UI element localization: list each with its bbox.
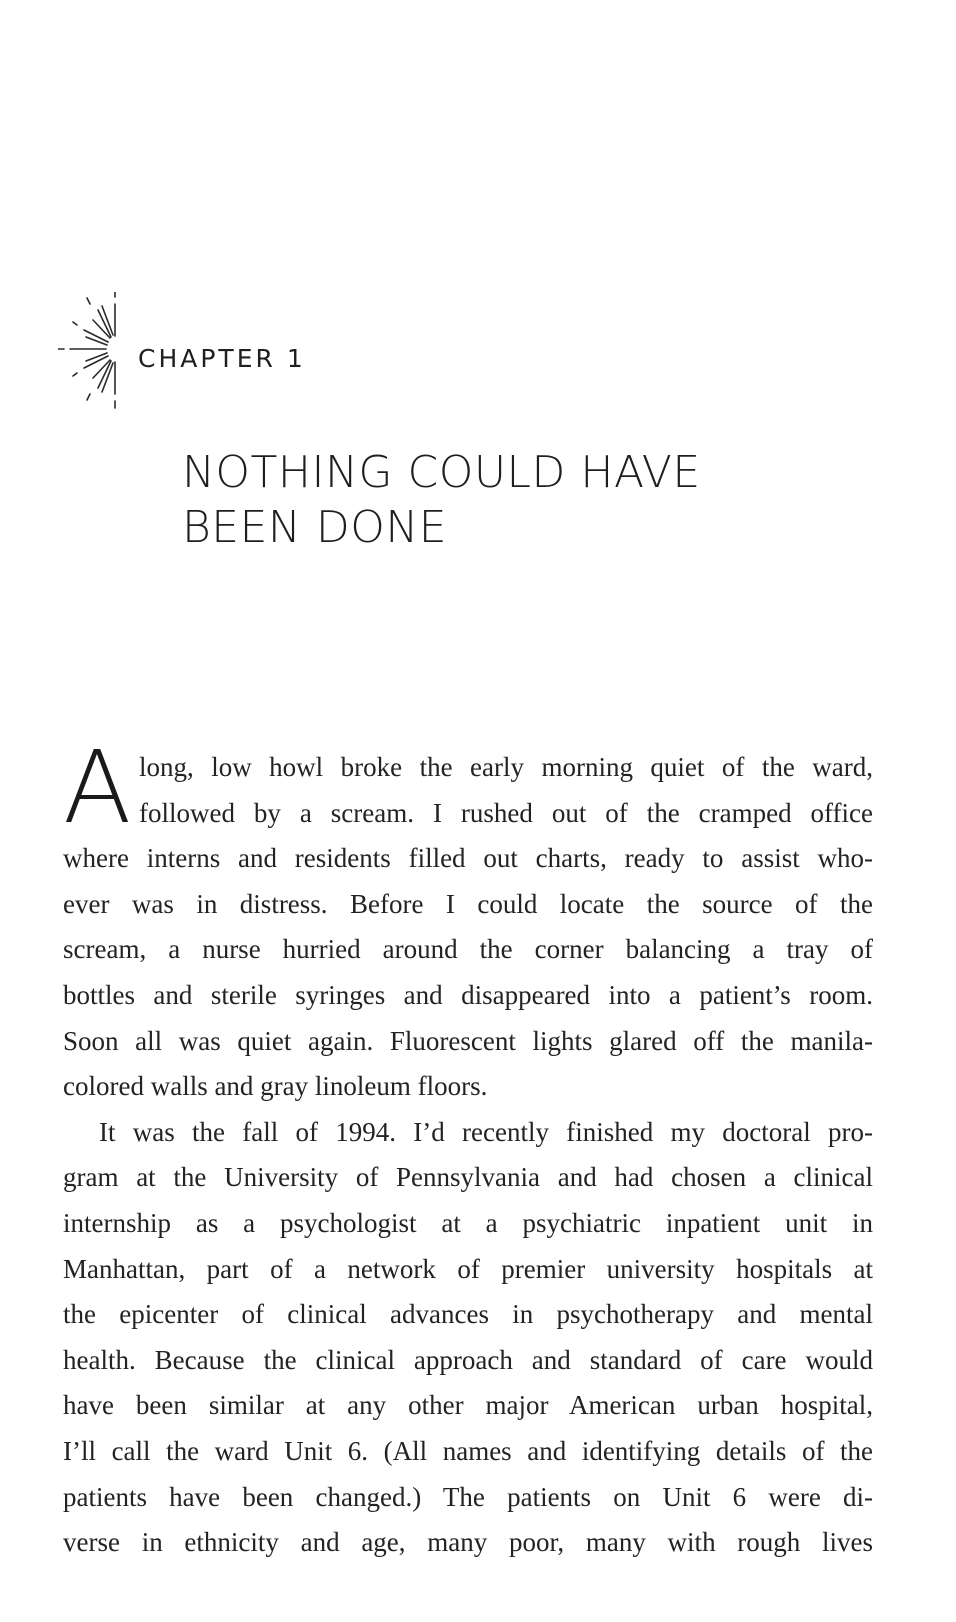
text-line: have been similar at any other major American urban hospital,	[63, 1390, 873, 1421]
text-line: long, low howl broke the early morning quiet of the ward,	[139, 752, 873, 782]
text-line: the epicenter of clinical advances in psychotherapy and mental	[63, 1299, 873, 1330]
paragraph	[63, 1110, 873, 1566]
text-line: ever was in distress. Before I could locate the source of the	[63, 888, 873, 919]
sunburst-ornament-icon	[58, 292, 128, 432]
text-line: Soon all was quiet again. Fluorescent lights glared off the manila-	[63, 1025, 873, 1056]
text-line: It was the fall of 1994. I’d recently finished my doctoral pro-	[99, 1116, 873, 1147]
text-line: scream, a nurse hurried around the corner balancing a tray of	[63, 934, 873, 965]
chapter-title-line: NOTHING COULD HAVE	[182, 447, 701, 498]
chapter-title-line: BEEN DONE	[182, 502, 448, 553]
text-line: verse in ethnicity and age, many poor, many with rough lives	[63, 1527, 873, 1558]
drop-cap-letter: A	[63, 729, 132, 846]
chapter-label: CHAPTER 1	[138, 344, 306, 373]
text-line: colored walls and gray linoleum floors.	[63, 1071, 488, 1102]
paragraph	[63, 745, 873, 1110]
text-line: health. Because the clinical approach and standard of care would	[63, 1344, 873, 1375]
text-line: Manhattan, part of a network of premier university hospitals at	[63, 1253, 873, 1284]
chapter-title	[182, 445, 882, 555]
text-line: bottles and sterile syringes and disappeared into a patient’s room.	[63, 979, 873, 1010]
text-line: followed by a scream. I rushed out of the cramped office	[139, 797, 873, 828]
text-line: internship as a psychologist at a psychiatric inpatient unit in	[63, 1207, 873, 1238]
text-line: I’ll call the ward Unit 6. (All names and identifying details of the	[63, 1435, 873, 1466]
text-line: gram at the University of Pennsylvania and had chosen a clinical	[63, 1162, 873, 1193]
text-line: where interns and residents filled out charts, ready to assist who-	[63, 843, 873, 874]
body-text	[63, 745, 873, 1566]
text-line: patients have been changed.) The patients on Unit 6 were di-	[63, 1481, 873, 1512]
